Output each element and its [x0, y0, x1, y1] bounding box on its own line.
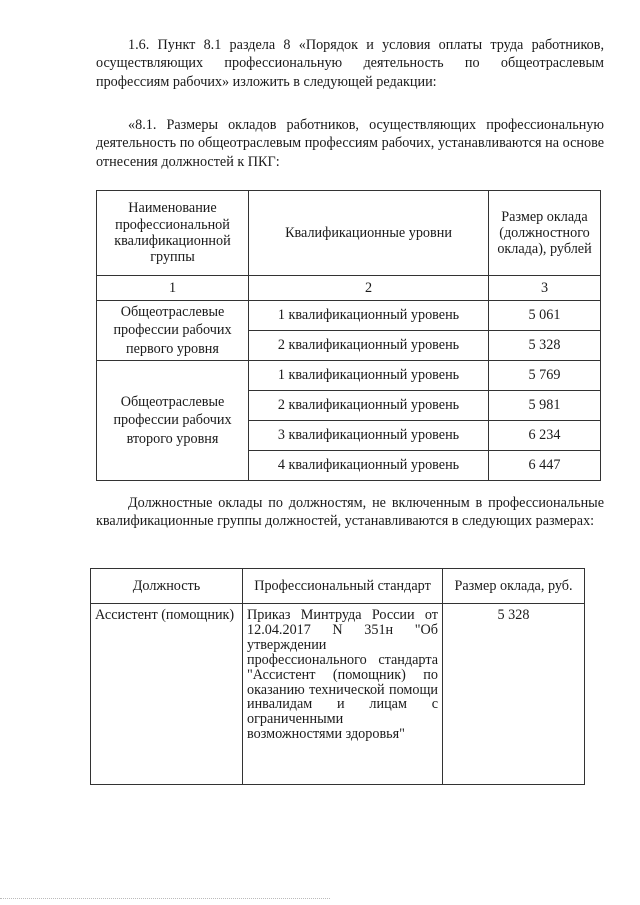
paragraph-other-positions [96, 494, 604, 531]
salary-cell: 6 447 [489, 451, 601, 481]
salary-cell: 6 234 [489, 421, 601, 451]
header-standard: Профессиональный стандарт [243, 569, 443, 604]
header-salary: Размер оклада (должностного оклада), рублей [489, 191, 601, 276]
column-number: 2 [249, 276, 489, 301]
salary-cell: 5 328 [443, 604, 585, 785]
table-number-row [97, 276, 601, 301]
group-name-cell: Общеотраслевые профессии рабочих первого уровня [97, 301, 249, 361]
salary-table-pkg [96, 190, 601, 481]
paragraph-8-1 [96, 116, 604, 171]
group-name-cell: Общеотраслевые профессии рабочих второго уровня [97, 361, 249, 481]
table-row [97, 301, 601, 331]
salary-cell: 5 981 [489, 391, 601, 421]
level-cell: 4 квалификационный уровень [249, 451, 489, 481]
table-header-row [97, 191, 601, 276]
scan-edge-line [0, 898, 330, 899]
position-cell: Ассистент (помощник) [91, 604, 243, 785]
header-levels: Квалификационные уровни [249, 191, 489, 276]
salary-table-positions [90, 568, 585, 785]
paragraph-text: 1.6. Пункт 8.1 раздела 8 «Порядок и условия оплаты труда работников, осуществляющих профессиональную деятельность по общеотраслевым профессиям рабочих» изложить в следующей редакции: [96, 37, 604, 90]
paragraph-text: «8.1. Размеры окладов работников, осуществляющих профессиональную деятельность по общеотраслевым профессиям рабочих, устанавливаются на основе отнесения должностей к ПКГ: [96, 117, 604, 170]
standard-cell: Приказ Минтруда России от 12.04.2017 N 351н "Об утверждении профессионального стандарта "Ассистент (помощник) по оказанию технической помощи инвалидам и лицам с ограниченными возможностями здоровья" [243, 604, 443, 785]
column-number: 1 [97, 276, 249, 301]
column-number: 3 [489, 276, 601, 301]
salary-cell: 5 061 [489, 301, 601, 331]
paragraph-amendment [96, 36, 604, 91]
header-salary: Размер оклада, руб. [443, 569, 585, 604]
table-row [97, 361, 601, 391]
salary-cell: 5 769 [489, 361, 601, 391]
level-cell: 1 квалификационный уровень [249, 301, 489, 331]
header-position: Должность [91, 569, 243, 604]
header-group-name: Наименование профессиональной квалификационной группы [97, 191, 249, 276]
level-cell: 2 квалификационный уровень [249, 391, 489, 421]
level-cell: 2 квалификационный уровень [249, 331, 489, 361]
level-cell: 1 квалификационный уровень [249, 361, 489, 391]
salary-cell: 5 328 [489, 331, 601, 361]
table-header-row [91, 569, 585, 604]
paragraph-text: Должностные оклады по должностям, не включенным в профессиональные квалификационные группы должностей, устанавливаются в следующих размерах: [96, 495, 604, 530]
table-row [91, 604, 585, 785]
level-cell: 3 квалификационный уровень [249, 421, 489, 451]
